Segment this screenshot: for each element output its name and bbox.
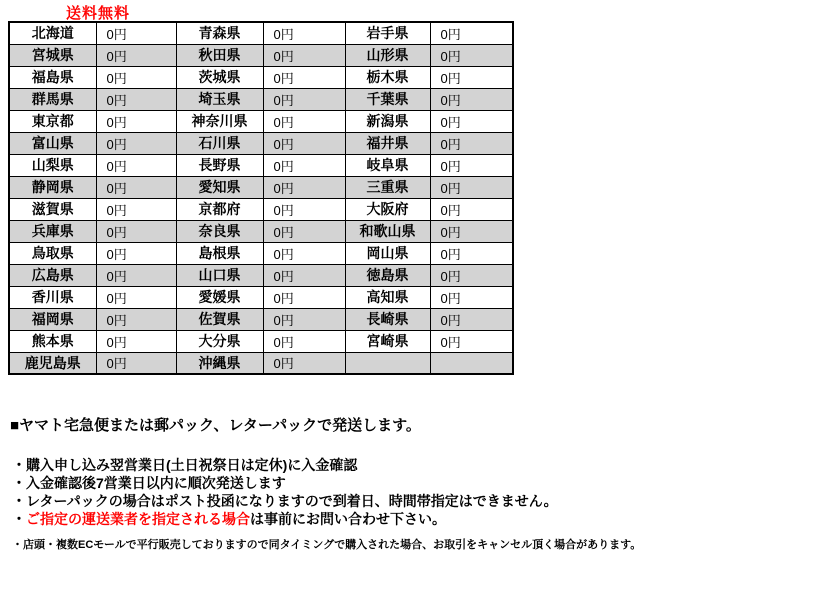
- prefecture-cell: 山梨県: [9, 154, 96, 176]
- prefecture-cell: 熊本県: [9, 330, 96, 352]
- prefecture-cell: 高知県: [345, 286, 430, 308]
- table-row: [9, 308, 513, 330]
- prefecture-cell: 新潟県: [345, 110, 430, 132]
- note-letterpack-delivery: ・レターパックの場合はポスト投函になりますので到着日、時間帯指定はできません。: [12, 493, 558, 509]
- fee-cell: 0円: [263, 176, 345, 198]
- fee-cell: 0円: [430, 22, 513, 44]
- fee-cell: 0円: [430, 242, 513, 264]
- fee-cell: 0円: [96, 110, 176, 132]
- note-dispatch-schedule: ・入金確認後7営業日以内に順次発送します: [12, 475, 286, 491]
- prefecture-cell: 鳥取県: [9, 242, 96, 264]
- prefecture-cell: 島根県: [176, 242, 263, 264]
- fee-cell: 0円: [96, 198, 176, 220]
- table-row: [9, 66, 513, 88]
- prefecture-cell: 広島県: [9, 264, 96, 286]
- prefecture-cell: 愛媛県: [176, 286, 263, 308]
- fee-cell: 0円: [263, 44, 345, 66]
- bullet-mark: ・: [12, 511, 26, 527]
- fee-cell: 0円: [263, 198, 345, 220]
- table-row: [9, 286, 513, 308]
- fee-cell: 0円: [263, 264, 345, 286]
- fee-cell: 0円: [263, 22, 345, 44]
- fee-cell: 0円: [430, 198, 513, 220]
- fee-cell: [430, 352, 513, 374]
- prefecture-cell: 福岡県: [9, 308, 96, 330]
- table-row: [9, 220, 513, 242]
- note-carrier-request: [12, 510, 558, 528]
- prefecture-cell: 沖縄県: [176, 352, 263, 374]
- fee-cell: 0円: [430, 330, 513, 352]
- prefecture-cell: 青森県: [176, 22, 263, 44]
- prefecture-cell: 東京都: [9, 110, 96, 132]
- note-payment-confirmation: ・購入申し込み翌営業日(土日祝祭日は定休)に入金確認: [12, 457, 358, 473]
- fee-cell: 0円: [430, 220, 513, 242]
- table-row: [9, 44, 513, 66]
- fee-cell: 0円: [263, 330, 345, 352]
- fee-cell: 0円: [96, 22, 176, 44]
- prefecture-cell: 埼玉県: [176, 88, 263, 110]
- prefecture-cell: 山口県: [176, 264, 263, 286]
- fee-cell: 0円: [430, 110, 513, 132]
- fee-cell: 0円: [96, 220, 176, 242]
- table-row: [9, 110, 513, 132]
- fee-cell: 0円: [263, 132, 345, 154]
- prefecture-cell: 群馬県: [9, 88, 96, 110]
- table-row: [9, 264, 513, 286]
- table-row: [9, 88, 513, 110]
- note-carrier-request-highlight: ご指定の運送業者を指定される場合: [26, 511, 250, 527]
- fee-cell: 0円: [263, 242, 345, 264]
- fee-cell: 0円: [96, 264, 176, 286]
- prefecture-cell: 石川県: [176, 132, 263, 154]
- shipping-fee-table: [8, 21, 514, 375]
- prefecture-cell: 三重県: [345, 176, 430, 198]
- note-carrier-request-rest: は事前にお問い合わせ下さい。: [250, 511, 446, 527]
- prefecture-cell: 宮城県: [9, 44, 96, 66]
- fee-cell: 0円: [430, 286, 513, 308]
- table-row: [9, 352, 513, 374]
- table-row: [9, 176, 513, 198]
- prefecture-cell: 神奈川県: [176, 110, 263, 132]
- table-row: [9, 198, 513, 220]
- fee-cell: 0円: [263, 88, 345, 110]
- prefecture-cell: 静岡県: [9, 176, 96, 198]
- table-row: [9, 22, 513, 44]
- prefecture-cell: 岐阜県: [345, 154, 430, 176]
- prefecture-cell: 香川県: [9, 286, 96, 308]
- prefecture-cell: 北海道: [9, 22, 96, 44]
- fee-cell: 0円: [96, 308, 176, 330]
- fee-cell: 0円: [430, 66, 513, 88]
- prefecture-cell: 徳島県: [345, 264, 430, 286]
- prefecture-cell: 秋田県: [176, 44, 263, 66]
- fee-cell: 0円: [263, 66, 345, 88]
- shipping-method-note: ■ヤマト宅急便または郵パック、レターパックで発送します。: [10, 417, 421, 434]
- fee-cell: 0円: [263, 286, 345, 308]
- shipping-notes: [12, 456, 558, 528]
- prefecture-cell: 栃木県: [345, 66, 430, 88]
- prefecture-cell: 岡山県: [345, 242, 430, 264]
- prefecture-cell: 京都府: [176, 198, 263, 220]
- table-row: [9, 132, 513, 154]
- fee-cell: 0円: [263, 352, 345, 374]
- shipping-table-body: [9, 22, 513, 374]
- fee-cell: 0円: [96, 352, 176, 374]
- fee-cell: 0円: [96, 330, 176, 352]
- prefecture-cell: 大阪府: [345, 198, 430, 220]
- prefecture-cell: 茨城県: [176, 66, 263, 88]
- fee-cell: 0円: [263, 154, 345, 176]
- table-row: [9, 330, 513, 352]
- prefecture-cell: 奈良県: [176, 220, 263, 242]
- prefecture-cell: 大分県: [176, 330, 263, 352]
- prefecture-cell: 千葉県: [345, 88, 430, 110]
- fee-cell: 0円: [430, 176, 513, 198]
- prefecture-cell: 和歌山県: [345, 220, 430, 242]
- prefecture-cell: 長崎県: [345, 308, 430, 330]
- prefecture-cell: 鹿児島県: [9, 352, 96, 374]
- fee-cell: 0円: [96, 88, 176, 110]
- fee-cell: 0円: [430, 154, 513, 176]
- fee-cell: 0円: [263, 220, 345, 242]
- prefecture-cell: 滋賀県: [9, 198, 96, 220]
- parallel-sales-disclaimer: ・店頭・複数ECモールで平行販売しておりますので同タイミングで購入された場合、お取引をキャンセル頂く場合があります。: [12, 539, 642, 551]
- table-row: [9, 154, 513, 176]
- prefecture-cell: 愛知県: [176, 176, 263, 198]
- fee-cell: 0円: [430, 308, 513, 330]
- prefecture-cell: 富山県: [9, 132, 96, 154]
- prefecture-cell: 福井県: [345, 132, 430, 154]
- prefecture-cell: 佐賀県: [176, 308, 263, 330]
- fee-cell: 0円: [96, 286, 176, 308]
- fee-cell: 0円: [263, 110, 345, 132]
- prefecture-cell: 兵庫県: [9, 220, 96, 242]
- fee-cell: 0円: [96, 242, 176, 264]
- prefecture-cell: 福島県: [9, 66, 96, 88]
- fee-cell: 0円: [96, 176, 176, 198]
- fee-cell: 0円: [430, 132, 513, 154]
- prefecture-cell: 長野県: [176, 154, 263, 176]
- fee-cell: 0円: [96, 154, 176, 176]
- fee-cell: 0円: [430, 88, 513, 110]
- prefecture-cell: [345, 352, 430, 374]
- free-shipping-label: 送料無料: [66, 5, 131, 22]
- fee-cell: 0円: [430, 44, 513, 66]
- prefecture-cell: 宮崎県: [345, 330, 430, 352]
- fee-cell: 0円: [430, 264, 513, 286]
- fee-cell: 0円: [263, 308, 345, 330]
- fee-cell: 0円: [96, 132, 176, 154]
- fee-cell: 0円: [96, 66, 176, 88]
- prefecture-cell: 岩手県: [345, 22, 430, 44]
- table-row: [9, 242, 513, 264]
- prefecture-cell: 山形県: [345, 44, 430, 66]
- fee-cell: 0円: [96, 44, 176, 66]
